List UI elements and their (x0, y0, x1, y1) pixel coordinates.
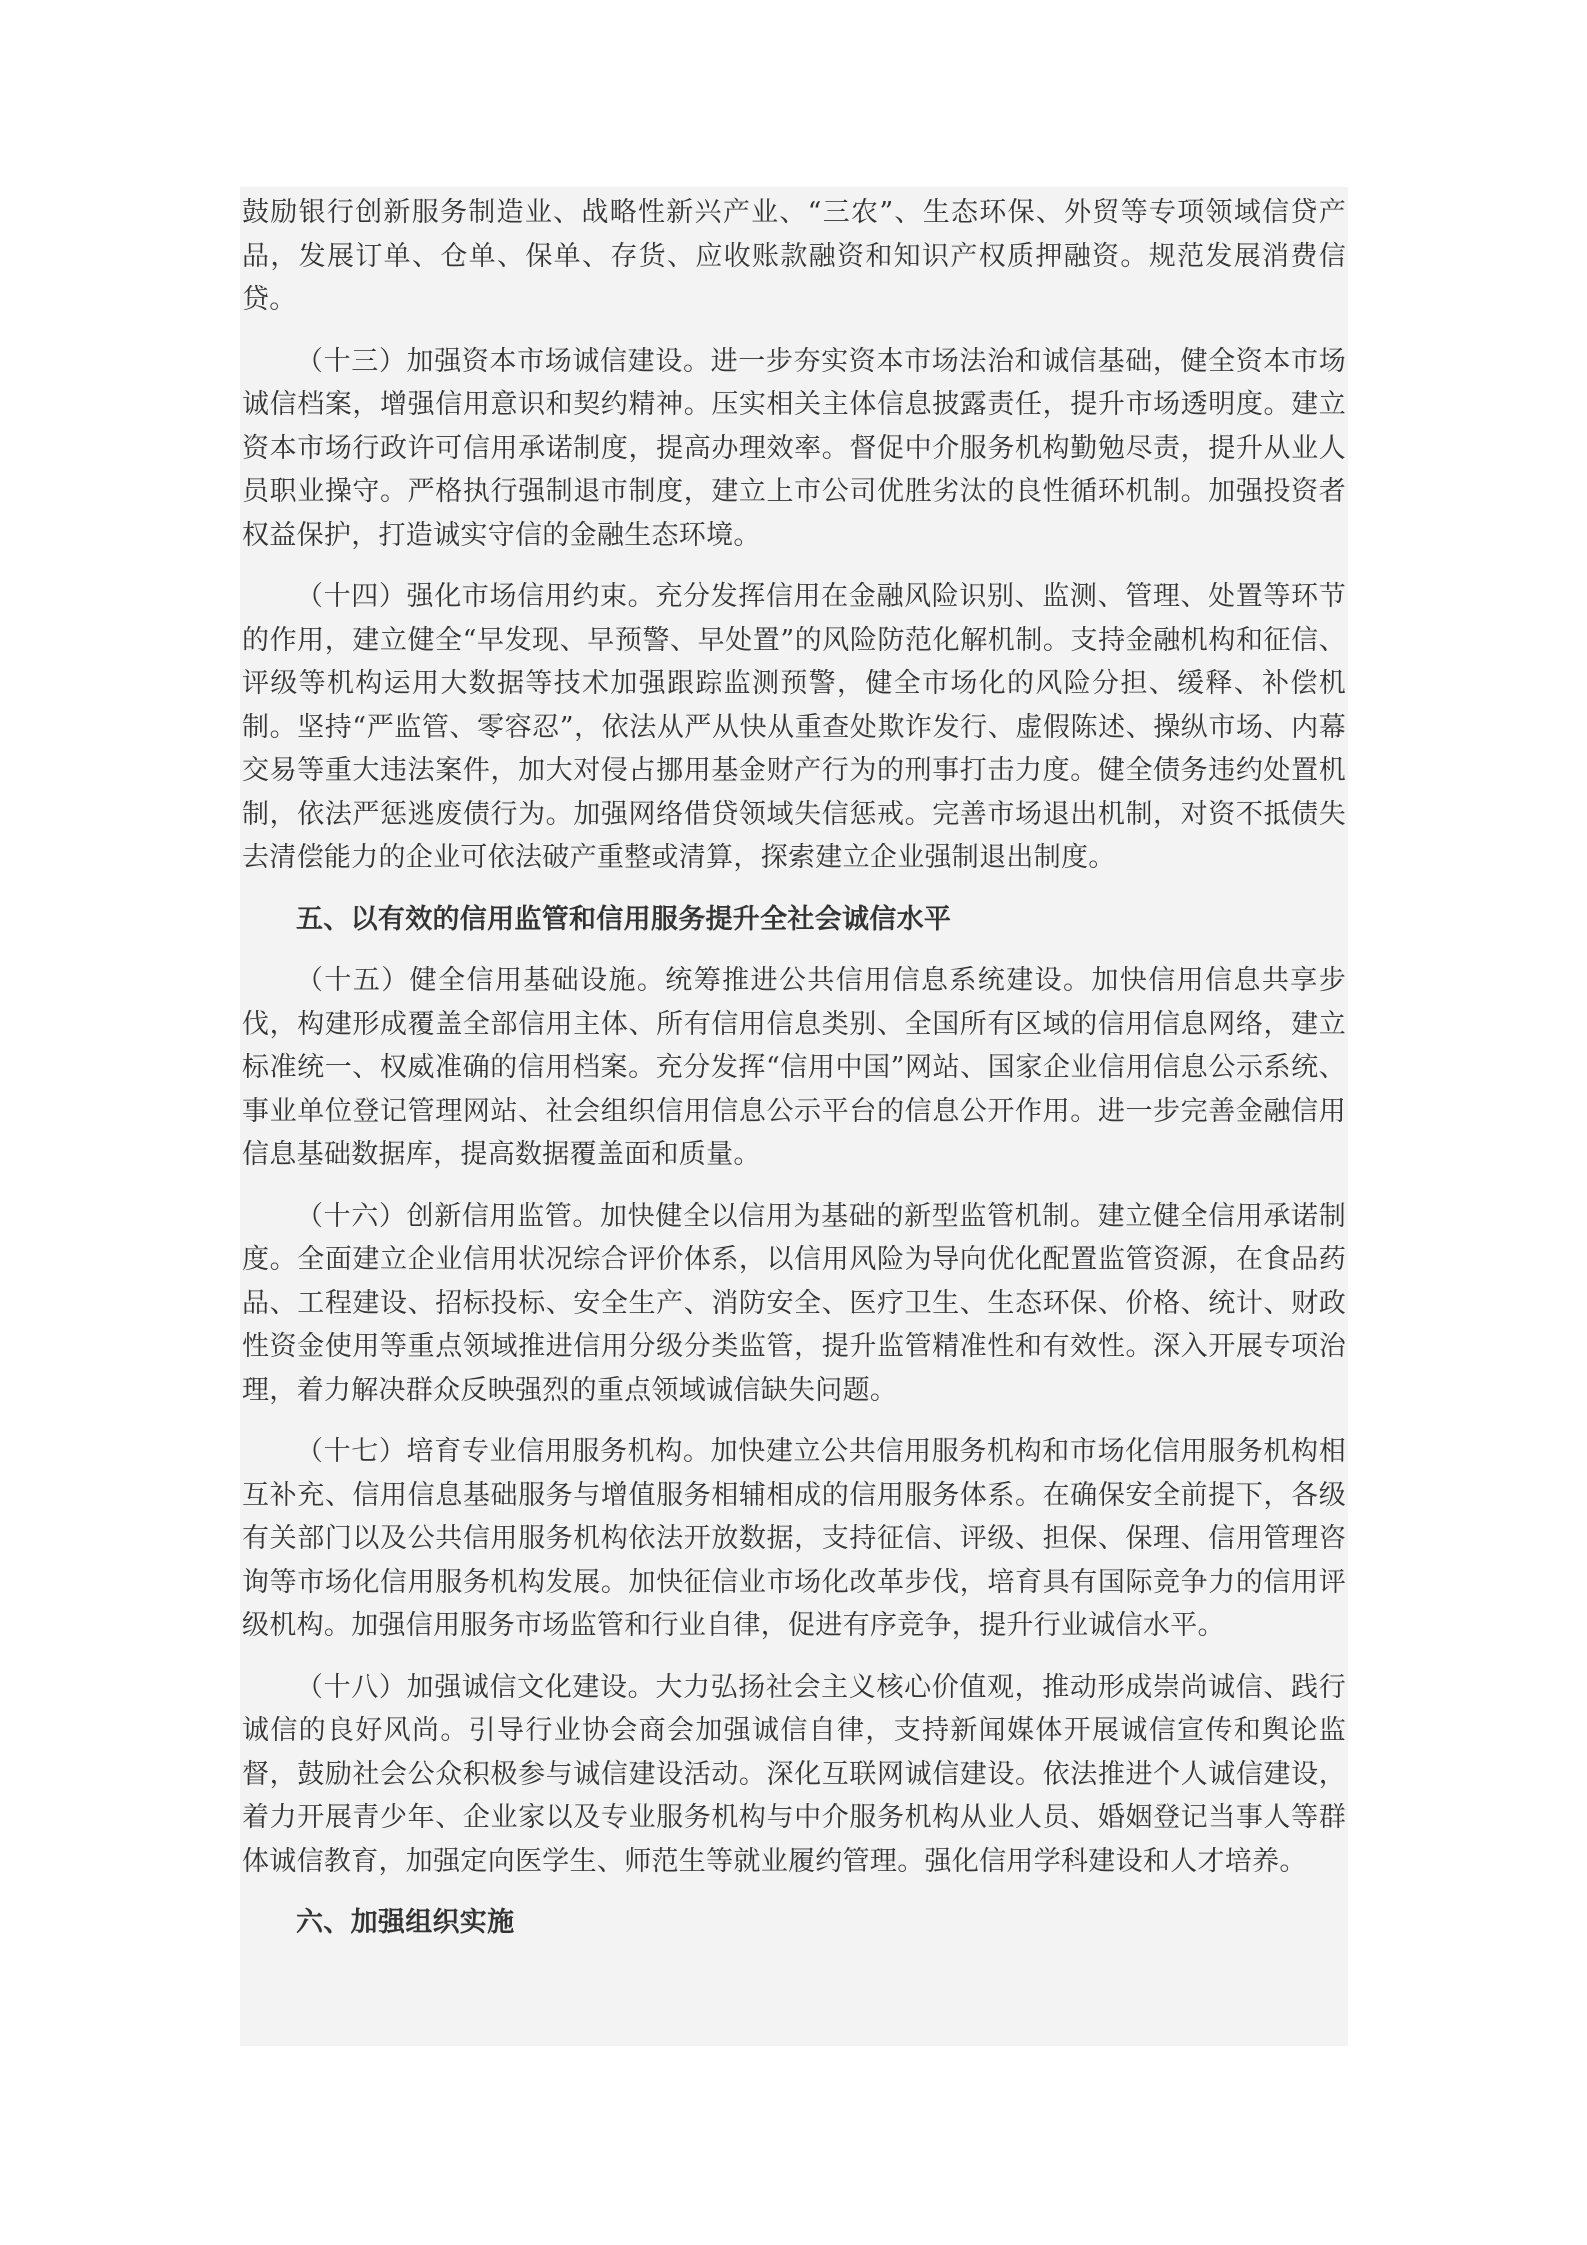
document-body (240, 187, 1348, 2046)
section-heading-6: 六、加强组织实施 (296, 1907, 515, 1938)
paragraph-16-credit-supervision: （十六）创新信用监管。加快健全以信用为基础的新型监管机制。建立健全信用承诺制度。全面建立企业信用状况综合评价体系，以信用风险为导向优化配置监管资源，在食品药品、工程建设、招标投标、安全生产、消防安全、医疗卫生、生态环保、价格、统计、财政性资金使用等重点领域推进信用分级分类监管，提升监管精准性和有效性。深入开展专项治理，着力解决群众反映强烈的重点领域诚信缺失问题。 (242, 1200, 1346, 1406)
paragraph-14-market-credit-constraint: （十四）强化市场信用约束。充分发挥信用在金融风险识别、监测、管理、处置等环节的作用，建立健全“早发现、早预警、早处置”的风险防范化解机制。支持金融机构和征信、评级等机构运用大数据等技术加强跟踪监测预警，健全市场化的风险分担、缓释、补偿机制。坚持“严监管、零容忍”，依法从严从快从重查处欺诈发行、虚假陈述、操纵市场、内幕交易等重大违法案件，加大对侵占挪用基金财产行为的刑事打击力度。健全债务违约处置机制，依法严惩逃废债行为。加强网络借贷领域失信惩戒。完善市场退出机制，对资不抵债失去清偿能力的企业可依法破产重整或清算，探索建立企业强制退出制度。 (242, 581, 1346, 873)
paragraph-continuation: 鼓励银行创新服务制造业、战略性新兴产业、“三农”、生态环保、外贸等专项领域信贷产品，发展订单、仓单、保单、存货、应收账款融资和知识产权质押融资。规范发展消费信贷。 (242, 197, 1346, 315)
section-heading-5: 五、以有效的信用监管和信用服务提升全社会诚信水平 (296, 903, 952, 935)
paragraph-17-credit-service-agencies: （十七）培育专业信用服务机构。加快建立公共信用服务机构和市场化信用服务机构相互补充、信用信息基础服务与增值服务相辅相成的信用服务体系。在确保安全前提下，各级有关部门以及公共信用服务机构依法开放数据，支持征信、评级、担保、保理、信用管理咨询等市场化信用服务机构发展。加快征信业市场化改革步伐，培育具有国际竞争力的信用评级机构。加强信用服务市场监管和行业自律，促进有序竞争，提升行业诚信水平。 (242, 1436, 1346, 1641)
paragraph-13-capital-market-integrity: （十三）加强资本市场诚信建设。进一步夯实资本市场法治和诚信基础，健全资本市场诚信档案，增强信用意识和契约精神。压实相关主体信息披露责任，提升市场透明度。建立资本市场行政许可信用承诺制度，提高办理效率。督促中介服务机构勤勉尽责，提升从业人员职业操守。严格执行强制退市制度，建立上市公司优胜劣汰的良性循环机制。加强投资者权益保护，打造诚实守信的金融生态环境。 (242, 345, 1346, 551)
paragraph-18-integrity-culture: （十八）加强诚信文化建设。大力弘扬社会主义核心价值观，推动形成崇尚诚信、践行诚信的良好风尚。引导行业协会商会加强诚信自律，支持新闻媒体开展诚信宣传和舆论监督，鼓励社会公众积极参与诚信建设活动。深化互联网诚信建设。依法推进个人诚信建设，着力开展青少年、企业家以及专业服务机构与中介服务机构从业人员、婚姻登记当事人等群体诚信教育，加强定向医学生、师范生等就业履约管理。强化信用学科建设和人才培养。 (242, 1671, 1346, 1877)
paragraph-15-credit-infrastructure: （十五）健全信用基础设施。统筹推进公共信用信息系统建设。加快信用信息共享步伐，构建形成覆盖全部信用主体、所有信用信息类别、全国所有区域的信用信息网络，建立标准统一、权威准确的信用档案。充分发挥“信用中国”网站、国家企业信用信息公示系统、事业单位登记管理网站、社会组织信用信息公示平台的信息公开作用。进一步完善金融信用信息基础数据库，提高数据覆盖面和质量。 (242, 965, 1346, 1170)
